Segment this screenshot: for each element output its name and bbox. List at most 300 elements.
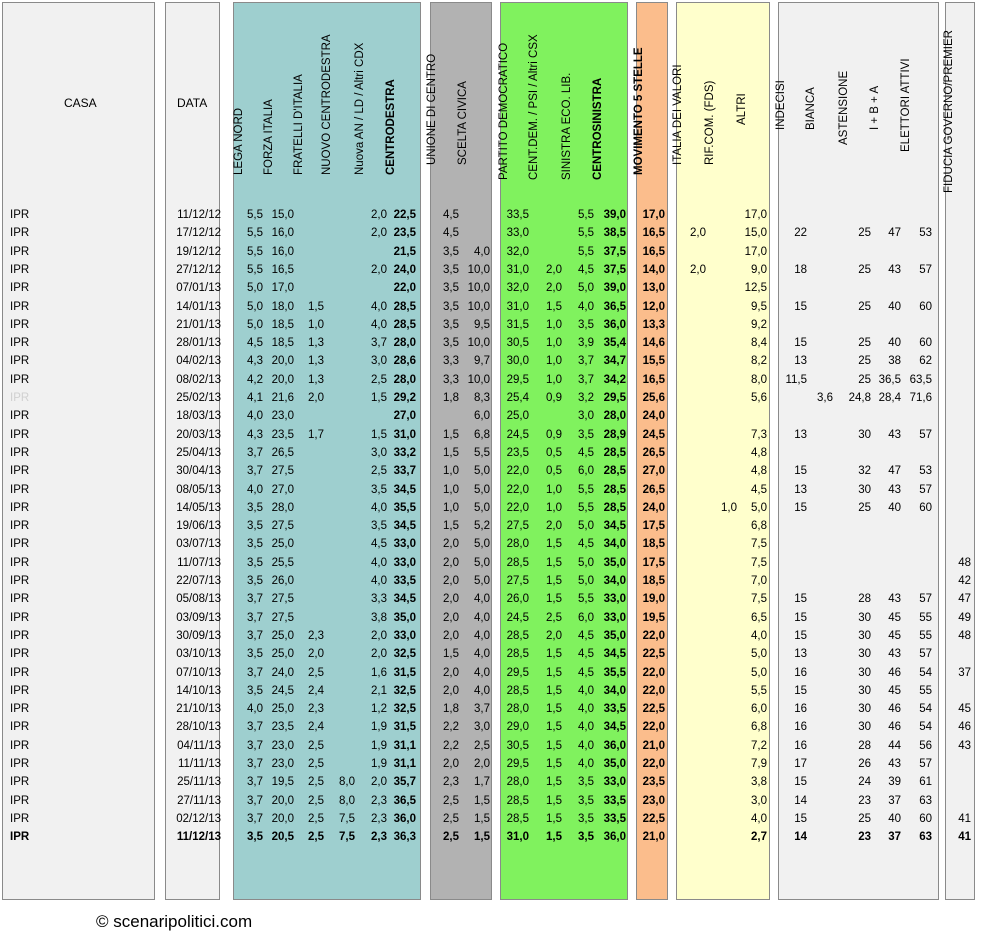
cell-altri: 15,0 [744, 227, 767, 240]
cell-pd: 28,5 [506, 684, 529, 697]
cell-fdi: 2,5 [308, 758, 324, 770]
cell-udc: 3,5 [443, 245, 459, 258]
cell-udc: 2,2 [443, 739, 459, 752]
cell-data: 07/10/13 [176, 666, 221, 679]
cell-forza-italia: 25,0 [271, 648, 294, 661]
cell-indecisi: 15 [794, 465, 807, 478]
cell-centrosinistra: 28,9 [603, 428, 626, 441]
cell-altri-cdx: 3,3 [371, 593, 387, 606]
cell-altri-cdx: 2,1 [371, 684, 387, 697]
cell-udc: 3,3 [443, 373, 459, 386]
cell-pd: 25,0 [506, 410, 529, 423]
cell-casa: IPR [10, 593, 30, 606]
cell-indecisi: 15 [794, 337, 807, 350]
cell-casa: IPR [10, 392, 30, 404]
cell-m5s: 22,5 [642, 703, 665, 716]
cell-centrosinistra: 35,0 [603, 556, 626, 569]
cell-forza-italia: 25,0 [271, 538, 294, 551]
cell-casa: IPR [10, 776, 30, 789]
cell-cent-dem: 1,5 [546, 648, 562, 661]
cell-pd: 25,4 [506, 392, 529, 404]
cell-udc: 2,0 [443, 556, 459, 569]
cell-altri: 6,0 [751, 703, 767, 716]
cell-udc: 3,5 [443, 337, 459, 350]
cell-udc: 1,8 [443, 392, 459, 404]
cell-fdi: 2,3 [308, 703, 324, 716]
cell-fdi: 2,5 [308, 794, 324, 807]
cell-elettori: 60 [919, 337, 932, 350]
cell-data: 08/02/13 [176, 373, 221, 386]
cell-fiducia: 41 [958, 812, 971, 825]
cell-ncd: 7,5 [339, 812, 355, 825]
cell-altri-cdx: 4,0 [371, 318, 387, 331]
cell-centrosinistra: 33,0 [603, 593, 626, 606]
cell-cent-dem: 1,5 [546, 300, 562, 313]
cell-pd: 29,5 [506, 666, 529, 679]
cell-casa: IPR [10, 721, 30, 734]
cell-data: 11/12/13 [176, 831, 221, 844]
cell-altri-cdx: 4,0 [371, 575, 387, 587]
header-csx: CENTROSINISTRA [592, 77, 604, 180]
cell-lega: 3,5 [247, 520, 263, 533]
cell-scelta-civica: 4,0 [474, 629, 490, 642]
cell-data: 07/01/13 [176, 282, 221, 295]
cell-scelta-civica: 10,0 [467, 373, 490, 386]
cell-data: 14/01/13 [176, 300, 221, 313]
cell-sel: 3,9 [578, 337, 594, 350]
cell-centrodestra: 32,5 [393, 648, 416, 661]
cell-pd: 22,0 [506, 465, 529, 478]
cell-altri: 4,5 [751, 483, 767, 496]
header-idv: ITALIA DEI VALORI [672, 64, 684, 165]
cell-casa: IPR [10, 227, 30, 240]
cell-centrodestra: 35,0 [393, 611, 416, 624]
cell-ibа: 47 [888, 227, 901, 240]
cell-cent-dem: 1,5 [546, 538, 562, 551]
cell-centrodestra: 23,5 [393, 227, 416, 240]
cell-pd: 27,5 [506, 575, 529, 587]
cell-udc: 2,0 [443, 629, 459, 642]
cell-indecisi: 14 [794, 831, 807, 844]
header-altri: ALTRI [736, 93, 748, 125]
cell-lega: 5,0 [247, 300, 263, 313]
cell-altri-cdx: 1,6 [371, 666, 387, 679]
cell-pd: 28,5 [506, 629, 529, 642]
cell-m5s: 18,5 [642, 538, 665, 551]
cell-centrosinistra: 36,5 [603, 300, 626, 313]
cell-rif-com: 1,0 [721, 501, 737, 514]
cell-sel: 3,5 [578, 318, 594, 331]
cell-altri: 7,5 [751, 593, 767, 606]
cell-casa: IPR [10, 758, 30, 770]
cell-scelta-civica: 5,0 [474, 538, 490, 551]
cell-lega: 5,5 [247, 245, 263, 258]
cell-centrodestra: 33,0 [393, 629, 416, 642]
cell-data: 25/11/13 [177, 776, 221, 789]
cell-pd: 28,0 [506, 703, 529, 716]
cell-centrodestra: 34,5 [393, 483, 416, 496]
cell-scelta-civica: 4,0 [474, 648, 490, 661]
cell-astensione: 30 [858, 428, 871, 441]
cell-sel: 4,5 [578, 538, 594, 551]
cell-altri-cdx: 3,7 [371, 337, 387, 350]
cell-astensione: 30 [858, 483, 871, 496]
cell-data: 28/10/13 [176, 721, 221, 734]
cell-centrodestra: 35,7 [393, 776, 416, 789]
cell-scelta-civica: 1,5 [474, 794, 490, 807]
cell-sel: 5,5 [578, 227, 594, 240]
cell-sel: 5,0 [578, 520, 594, 533]
cell-sel: 3,7 [578, 355, 594, 368]
cell-scelta-civica: 5,5 [474, 446, 490, 459]
cell-elettori: 57 [919, 648, 932, 661]
cell-data: 02/12/13 [176, 812, 221, 825]
cell-altri: 17,0 [744, 209, 767, 221]
cell-centrosinistra: 37,5 [603, 263, 626, 276]
cell-udc: 1,8 [443, 703, 459, 716]
cell-casa: IPR [10, 648, 30, 661]
cell-forza-italia: 16,5 [271, 263, 294, 276]
cell-centrosinistra: 28,5 [603, 483, 626, 496]
cell-altri: 5,5 [751, 684, 767, 697]
cell-indecisi: 15 [794, 812, 807, 825]
cell-forza-italia: 21,6 [271, 392, 294, 404]
cell-lega: 4,0 [247, 483, 263, 496]
cell-altri-cdx: 4,0 [371, 501, 387, 514]
cell-pd: 28,5 [506, 812, 529, 825]
cell-cent-dem: 1,5 [546, 556, 562, 569]
cell-altri: 4,8 [751, 446, 767, 459]
cell-forza-italia: 20,0 [271, 812, 294, 825]
cell-altri: 7,0 [751, 575, 767, 587]
cell-scelta-civica: 10,0 [467, 337, 490, 350]
cell-m5s: 24,5 [642, 428, 665, 441]
cell-m5s: 27,0 [642, 465, 665, 478]
cell-ibа: 40 [888, 501, 901, 514]
cell-scelta-civica: 5,0 [474, 501, 490, 514]
cell-lega: 4,0 [247, 703, 263, 716]
cell-astensione: 32 [858, 465, 871, 478]
cell-pd: 31,5 [506, 318, 529, 331]
cell-elettori: 61 [919, 776, 932, 789]
cell-altri-cdx: 2,3 [371, 794, 387, 807]
cell-casa: IPR [10, 373, 30, 386]
cell-astensione: 23 [858, 794, 871, 807]
cell-sel: 6,0 [578, 465, 594, 478]
cell-udc: 2,0 [443, 684, 459, 697]
cell-elettori: 60 [919, 501, 932, 514]
cell-lega: 3,7 [247, 776, 263, 789]
cell-pd: 33,5 [506, 209, 529, 221]
cell-ibа: 40 [888, 300, 901, 313]
cell-lega: 4,1 [247, 392, 263, 404]
cell-indecisi: 18 [794, 263, 807, 276]
cell-altri: 12,5 [744, 282, 767, 295]
cell-forza-italia: 16,0 [271, 227, 294, 240]
header-fdi: FRATELLI D'ITALIA [293, 74, 305, 175]
cell-altri: 2,7 [751, 831, 767, 844]
cell-centrosinistra: 34,5 [603, 520, 626, 533]
cell-data: 19/06/13 [176, 520, 221, 533]
cell-casa: IPR [10, 739, 30, 752]
cell-fdi: 2,5 [308, 739, 324, 752]
cell-altri-cdx: 2,0 [371, 648, 387, 661]
cell-indecisi: 15 [794, 629, 807, 642]
cell-altri-cdx: 1,9 [371, 739, 387, 752]
cell-fdi: 1,5 [308, 300, 324, 313]
cell-astensione: 25 [858, 337, 871, 350]
cell-cent-dem: 1,5 [546, 593, 562, 606]
cell-centrosinistra: 33,5 [603, 703, 626, 716]
cell-astensione: 28 [858, 739, 871, 752]
cell-altri: 7,2 [751, 739, 767, 752]
cell-elettori: 55 [919, 629, 932, 642]
cell-data: 28/01/13 [176, 337, 221, 350]
cell-forza-italia: 23,0 [271, 758, 294, 770]
header-ind: INDECISI [775, 80, 787, 130]
cell-m5s: 24,0 [642, 501, 665, 514]
cell-lega: 3,7 [247, 666, 263, 679]
cell-m5s: 16,5 [642, 245, 665, 258]
cell-fdi: 2,4 [308, 721, 324, 734]
cell-ncd: 8,0 [339, 794, 355, 807]
cell-fdi: 2,5 [308, 666, 324, 679]
cell-lega: 3,7 [247, 611, 263, 624]
cell-cent-dem: 1,5 [546, 684, 562, 697]
cell-data: 25/04/13 [176, 446, 221, 459]
cell-m5s: 17,0 [642, 209, 665, 221]
cell-cent-dem: 1,5 [546, 776, 562, 789]
cell-elettori: 71,6 [909, 392, 932, 404]
cell-astensione: 28 [858, 593, 871, 606]
copyright-footer: © scenaripolitici.com [96, 912, 253, 931]
cell-cent-dem: 1,5 [546, 739, 562, 752]
cell-data: 21/01/13 [176, 318, 221, 331]
cell-cent-dem: 1,0 [546, 318, 562, 331]
cell-m5s: 22,0 [642, 758, 665, 770]
cell-sel: 3,5 [578, 428, 594, 441]
cell-centrodestra: 33,2 [393, 446, 416, 459]
cell-casa: IPR [10, 446, 30, 459]
cell-centrosinistra: 35,0 [603, 629, 626, 642]
cell-centrosinistra: 33,0 [603, 611, 626, 624]
cell-sel: 5,0 [578, 282, 594, 295]
cell-centrodestra: 28,5 [393, 300, 416, 313]
header-iba: I + B + A [869, 85, 881, 130]
cell-centrodestra: 31,1 [393, 758, 416, 770]
header-fid: FIDUCIA GOVERNO/PREMIER [943, 30, 955, 193]
cell-indecisi: 22 [794, 227, 807, 240]
cell-udc: 2,0 [443, 758, 459, 770]
cell-centrodestra: 28,0 [393, 373, 416, 386]
cell-m5s: 22,0 [642, 629, 665, 642]
cell-data: 20/03/13 [176, 428, 221, 441]
cell-udc: 2,5 [443, 794, 459, 807]
cell-lega: 3,5 [247, 648, 263, 661]
cell-ibа: 40 [888, 337, 901, 350]
cell-pd: 28,0 [506, 776, 529, 789]
header-casa: CASA [64, 96, 97, 110]
cell-centrosinistra: 28,0 [603, 410, 626, 423]
cell-altri: 5,0 [751, 648, 767, 661]
cell-ncd: 8,0 [339, 776, 355, 789]
header-fi: FORZA ITALIA [263, 99, 275, 175]
cell-casa: IPR [10, 831, 30, 844]
cell-centrosinistra: 34,0 [603, 575, 626, 587]
cell-forza-italia: 23,0 [271, 410, 294, 423]
cell-scelta-civica: 5,0 [474, 556, 490, 569]
cell-udc: 3,5 [443, 282, 459, 295]
cell-data: 18/03/13 [176, 410, 221, 423]
cell-sel: 4,5 [578, 446, 594, 459]
cell-fiducia: 49 [958, 611, 971, 624]
cell-casa: IPR [10, 629, 30, 642]
cell-cent-dem: 1,5 [546, 794, 562, 807]
cell-scelta-civica: 4,0 [474, 245, 490, 258]
cell-elettori: 63,5 [909, 373, 932, 386]
cell-casa: IPR [10, 410, 30, 423]
cell-astensione: 24,8 [848, 392, 871, 404]
cell-sel: 5,5 [578, 501, 594, 514]
cell-udc: 2,0 [443, 666, 459, 679]
cell-forza-italia: 17,0 [271, 282, 294, 295]
cell-fiducia: 42 [958, 575, 971, 587]
cell-centrosinistra: 38,5 [603, 227, 626, 240]
cell-lega: 4,5 [247, 337, 263, 350]
cell-forza-italia: 15,0 [271, 209, 294, 221]
cell-altri: 8,2 [751, 355, 767, 368]
cell-indecisi: 15 [794, 684, 807, 697]
cell-cent-dem: 1,5 [546, 703, 562, 716]
cell-indecisi: 16 [794, 703, 807, 716]
cell-fdi: 2,0 [308, 392, 324, 404]
cell-forza-italia: 20,0 [271, 373, 294, 386]
cell-centrosinistra: 36,0 [603, 831, 626, 844]
cell-lega: 3,7 [247, 629, 263, 642]
cell-data: 21/10/13 [176, 703, 221, 716]
cell-data: 04/02/13 [176, 355, 221, 368]
cell-data: 11/11/13 [177, 758, 221, 770]
cell-casa: IPR [10, 520, 30, 533]
cell-lega: 3,7 [247, 739, 263, 752]
cell-sel: 4,0 [578, 684, 594, 697]
cell-casa: IPR [10, 794, 30, 807]
cell-elettori: 56 [919, 739, 932, 752]
cell-astensione: 25 [858, 355, 871, 368]
cell-sel: 3,7 [578, 373, 594, 386]
cell-astensione: 25 [858, 501, 871, 514]
cell-m5s: 22,0 [642, 721, 665, 734]
cell-casa: IPR [10, 263, 30, 276]
cell-elettori: 53 [919, 227, 932, 240]
cell-astensione: 23 [858, 831, 871, 844]
cell-pd: 29,5 [506, 758, 529, 770]
cell-fdi: 1,3 [308, 355, 324, 368]
cell-casa: IPR [10, 666, 30, 679]
cell-udc: 2,0 [443, 611, 459, 624]
cell-astensione: 30 [858, 703, 871, 716]
cell-centrosinistra: 28,5 [603, 465, 626, 478]
cell-sel: 4,0 [578, 739, 594, 752]
cell-fiducia: 43 [958, 739, 971, 752]
cell-udc: 1,0 [443, 465, 459, 478]
cell-data: 03/10/13 [176, 648, 221, 661]
cell-scelta-civica: 10,0 [467, 263, 490, 276]
header-ncd: NUOVO CENTRODESTRA [321, 34, 333, 175]
cell-pd: 32,0 [506, 245, 529, 258]
header-data: DATA [177, 96, 208, 110]
cell-casa: IPR [10, 611, 30, 624]
cell-sel: 4,5 [578, 666, 594, 679]
header-pd: PARTITO DEMOCRATICO [498, 42, 510, 180]
cell-centrosinistra: 28,5 [603, 501, 626, 514]
cell-centrosinistra: 33,0 [603, 776, 626, 789]
cell-pd: 28,0 [506, 538, 529, 551]
cell-data: 08/05/13 [176, 483, 221, 496]
cell-centrodestra: 33,0 [393, 556, 416, 569]
cell-altri: 7,5 [751, 538, 767, 551]
cell-centrodestra: 31,1 [393, 739, 416, 752]
cell-elettori: 57 [919, 428, 932, 441]
cell-centrodestra: 28,5 [393, 318, 416, 331]
cell-pd: 22,0 [506, 501, 529, 514]
header-m5s: MOVIMENTO 5 STELLE [633, 47, 645, 175]
cell-m5s: 22,0 [642, 684, 665, 697]
cell-casa: IPR [10, 428, 30, 441]
cell-altri: 7,5 [751, 556, 767, 569]
cell-cent-dem: 1,5 [546, 575, 562, 587]
cell-altri-cdx: 2,5 [371, 465, 387, 478]
cell-udc: 4,5 [443, 227, 459, 240]
cell-fdi: 2,5 [308, 831, 324, 844]
cell-centrosinistra: 34,7 [603, 355, 626, 368]
cell-casa: IPR [10, 209, 30, 221]
cell-casa: IPR [10, 318, 30, 331]
cell-m5s: 13,3 [642, 318, 665, 331]
cell-cent-dem: 2,5 [546, 611, 562, 624]
cell-altri: 3,8 [751, 776, 767, 789]
cell-cent-dem: 1,0 [546, 501, 562, 514]
cell-m5s: 16,5 [642, 227, 665, 240]
cell-lega: 3,7 [247, 812, 263, 825]
cell-centrosinistra: 33,5 [603, 794, 626, 807]
cell-altri: 3,0 [751, 794, 767, 807]
cell-altri-cdx: 3,5 [371, 483, 387, 496]
cell-m5s: 22,5 [642, 812, 665, 825]
cell-casa: IPR [10, 355, 30, 368]
cell-lega: 4,3 [247, 428, 263, 441]
cell-data: 22/07/13 [176, 575, 221, 587]
cell-astensione: 25 [858, 300, 871, 313]
cell-cent-dem: 0,5 [546, 446, 562, 459]
cell-indecisi: 13 [794, 355, 807, 368]
cell-altri: 9,2 [751, 318, 767, 331]
cell-forza-italia: 26,0 [271, 575, 294, 587]
cell-sel: 5,0 [578, 575, 594, 587]
cell-forza-italia: 27,5 [271, 520, 294, 533]
cell-astensione: 30 [858, 629, 871, 642]
cell-fdi: 2,0 [308, 648, 324, 661]
cell-scelta-civica: 4,0 [474, 666, 490, 679]
header-cd: CENT.DEM. / PSI / Altri CSX [528, 34, 540, 180]
cell-scelta-civica: 10,0 [467, 300, 490, 313]
cell-lega: 3,5 [247, 575, 263, 587]
cell-m5s: 17,5 [642, 520, 665, 533]
cell-indecisi: 13 [794, 428, 807, 441]
cell-m5s: 14,6 [642, 337, 665, 350]
cell-bianca: 3,6 [817, 392, 833, 404]
cell-centrodestra: 28,6 [393, 355, 416, 368]
